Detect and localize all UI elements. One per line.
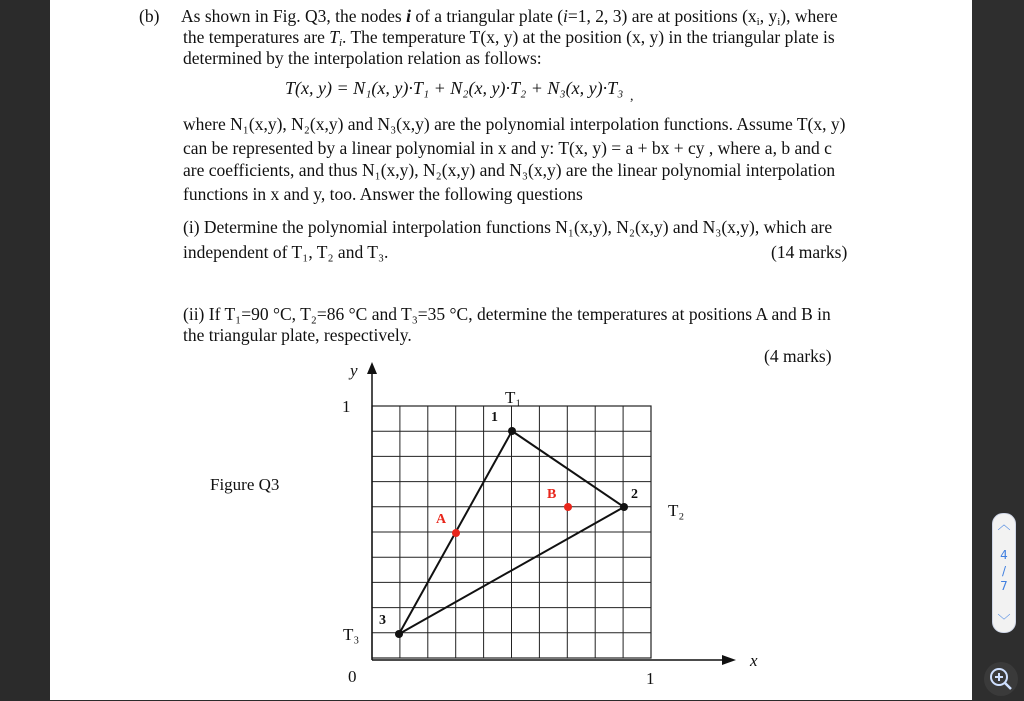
label-t1: T₁ bbox=[505, 388, 522, 407]
where-line-4: functions in x and y, too. Answer the following questions bbox=[183, 184, 583, 204]
where-line-2: can be represented by a linear polynomial in x and y: T(x, y) = a + bx + cy , where a, b and c bbox=[183, 138, 832, 158]
part-ii-line-1: (ii) If T₁=90 °C, T₂=86 °C and T₃=35 °C, determine the temperatures at positions A and B in bbox=[183, 304, 831, 324]
part-i-marks: (14 marks) bbox=[771, 242, 848, 262]
part-i-line-2: independent of T₁, T₂ and T₃. bbox=[183, 242, 389, 262]
equation-comma: , bbox=[630, 89, 634, 104]
intro-line-1: As shown in Fig. Q3, the nodes i of a triangular plate (i=1, 2, 3) are at positions ($x_i$, $y_i$), where bbox=[181, 6, 838, 28]
where-line-1: where N₁(x,y), N₂(x,y) and N₃(x,y) are the polynomial interpolation functions. Assume T(x, y) bbox=[183, 114, 846, 134]
point-b-dot bbox=[564, 503, 572, 511]
x-axis-arrow-icon bbox=[722, 655, 736, 665]
node-3-label: 3 bbox=[379, 613, 386, 628]
node-3-dot bbox=[395, 630, 403, 638]
node-1-label: 1 bbox=[491, 410, 498, 425]
interpolation-equation: T(x, y) = N₁(x, y)·T₁ + N₂(x, y)·T₂ + N₃(x, y)·T₃ bbox=[285, 78, 624, 98]
point-b-label: B bbox=[547, 487, 557, 502]
figure-grid bbox=[372, 406, 651, 658]
y-axis-arrow-icon bbox=[367, 362, 377, 374]
point-a-dot bbox=[452, 529, 460, 537]
node-2-dot bbox=[620, 503, 628, 511]
x-axis-label: x bbox=[750, 651, 758, 670]
zoom-in-button[interactable] bbox=[984, 662, 1018, 696]
node-1-dot bbox=[508, 427, 516, 435]
page-navigator bbox=[992, 513, 1016, 633]
page-down-icon[interactable]: ﹀ bbox=[997, 614, 1011, 629]
page-up-icon[interactable]: ︿ bbox=[997, 518, 1011, 533]
label-t3: T₃ bbox=[343, 625, 360, 644]
figure-caption: Figure Q3 bbox=[210, 475, 280, 494]
page-separator: / bbox=[1001, 564, 1007, 578]
y-tick-0: 0 bbox=[348, 667, 357, 686]
page-total: 7 bbox=[1000, 579, 1008, 593]
where-line-3: are coefficients, and thus N₁(x,y), N₂(x,y) and N₃(x,y) are the linear polynomial interpolation bbox=[183, 160, 836, 180]
zoom-in-icon bbox=[984, 662, 1018, 696]
part-ii-marks: (4 marks) bbox=[764, 346, 832, 366]
intro-line-2: the temperatures are $T_i$. The temperature T(x, y) at the position (x, y) in the triangular plate is bbox=[183, 27, 835, 49]
y-axis-label: y bbox=[350, 361, 358, 380]
node-2-label: 2 bbox=[631, 487, 638, 502]
point-a-label: A bbox=[436, 512, 447, 527]
part-i-line-1: (i) Determine the polynomial interpolation functions N₁(x,y), N₂(x,y) and N₃(x,y), which are bbox=[183, 217, 833, 237]
y-tick-1: 1 bbox=[342, 397, 351, 416]
page-current: 4 bbox=[1000, 548, 1008, 562]
part-ii-line-2: the triangular plate, respectively. bbox=[183, 325, 412, 345]
x-tick-1: 1 bbox=[646, 669, 655, 688]
label-t2: T₂ bbox=[668, 501, 685, 520]
intro-line-3: determined by the interpolation relation as follows: bbox=[183, 48, 542, 68]
part-label: (b) bbox=[139, 6, 160, 26]
